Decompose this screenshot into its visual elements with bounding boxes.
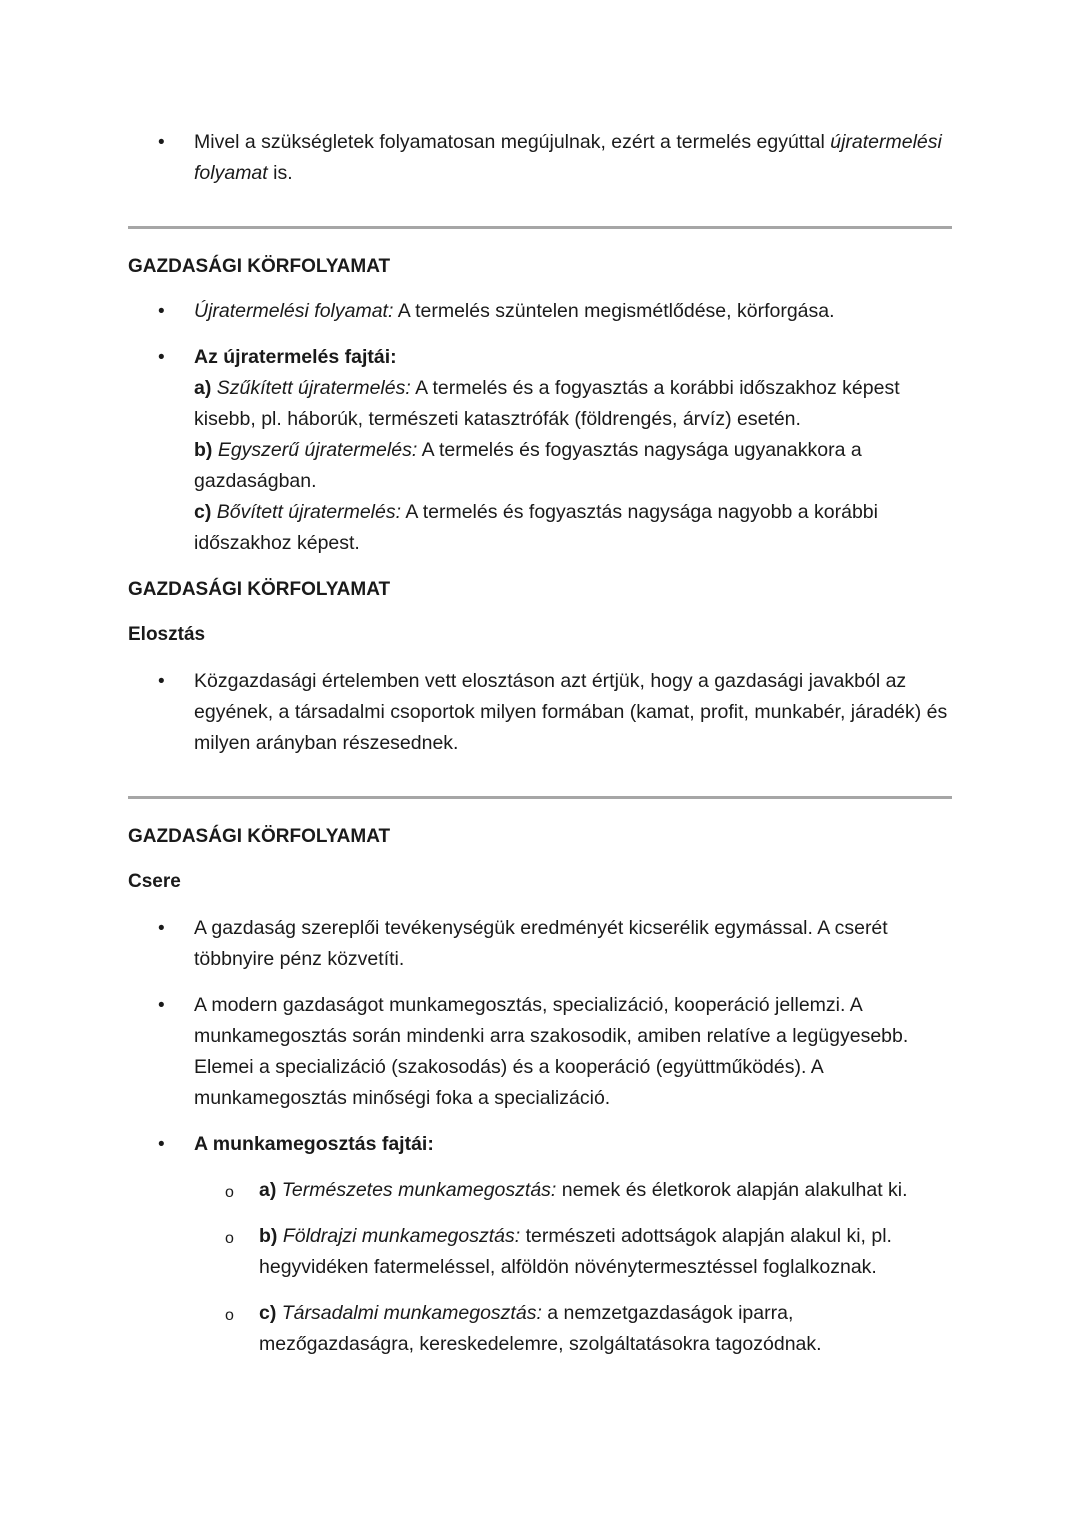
item-text: nemek és életkorok alapján alakulhat ki. [556, 1179, 908, 1201]
section-heading: GAZDASÁGI KÖRFOLYAMAT [128, 826, 391, 847]
item-text: A modern gazdaságot munkamegosztás, specializáció, kooperáció jellemzi. A munkamegosztás során mindenki arra szakosodik, amiben relatíve a legügyesebb. Elemei a specializáció (szakosodás) és a kooperáció (együttműködés). A munkamegosztás minőségi foka a specializáció. [194, 994, 909, 1109]
section1-list [128, 296, 952, 559]
list-item [128, 342, 952, 559]
item-text: Mivel a szükségletek folyamatosan megújulnak, ezért a termelés egyúttal [194, 131, 831, 153]
document-page [128, 127, 952, 1360]
item-italic: Újratermelési folyamat: [194, 300, 394, 322]
item-text: Közgazdasági értelemben vett elosztáson azt értjük, hogy a gazdasági javakból az egyének, a társadalmi csoportok milyen formában (kamat, profit, munkabér, járadék) és milyen arányban részesednek. [194, 670, 948, 754]
item-text: A termelés és fogyasztás nagysága nagyobb a korábbi időszakhoz képest. [194, 501, 878, 554]
item-letter: a) [259, 1179, 277, 1201]
item-text: is. [267, 162, 293, 184]
section-subheading: Elosztás [128, 624, 206, 645]
section2-list [128, 666, 952, 759]
list-item [128, 127, 952, 189]
item-title: A munkamegosztás fajtái: [194, 1133, 434, 1155]
item-title: Az újratermelés fajtái: [194, 346, 397, 368]
list-item [128, 296, 952, 327]
list-item [128, 666, 952, 759]
item-letter: b) [194, 439, 213, 461]
section-heading: GAZDASÁGI KÖRFOLYAMAT [128, 256, 391, 277]
sub-list-item [128, 1221, 952, 1283]
item-text: A termelés és fogyasztás nagysága ugyanakkora a gazdaságban. [194, 439, 862, 492]
item-letter: a) [194, 377, 212, 399]
item-letter: b) [259, 1225, 278, 1247]
item-text: A termelés és a fogyasztás a korábbi időszakhoz képest kisebb, pl. háborúk, természeti katasztrófák (földrengés, árvíz) esetén. [194, 377, 900, 430]
section3-sublist [128, 1175, 952, 1360]
item-text: természeti adottságok alapján alakul ki, pl. hegyvidéken fatermeléssel, alföldön növénytermesztéssel foglalkoznak. [259, 1225, 892, 1278]
section3-list [128, 913, 952, 1160]
item-letter: c) [194, 501, 212, 523]
item-italic: Társadalmi munkamegosztás: [281, 1302, 542, 1324]
item-italic: újratermelési folyamat [194, 131, 942, 184]
intro-list [128, 127, 952, 189]
item-italic: Természetes munkamegosztás: [281, 1179, 557, 1201]
item-italic: Egyszerű újratermelés: [217, 439, 418, 461]
item-text: A gazdaság szereplői tevékenységük eredményét kicserélik egymással. A cserét többnyire pénz közvetíti. [194, 917, 888, 970]
list-item [128, 990, 952, 1114]
item-italic: Szűkített újratermelés: [216, 377, 411, 399]
item-text: A termelés szüntelen megismétlődése, körforgása. [393, 300, 835, 322]
sub-list-item [128, 1298, 952, 1360]
item-italic: Bővített újratermelés: [216, 501, 402, 523]
list-item [128, 1129, 952, 1160]
list-item [128, 913, 952, 975]
item-letter: c) [259, 1302, 277, 1324]
item-italic: Földrajzi munkamegosztás: [282, 1225, 521, 1247]
section-subheading: Csere [128, 871, 181, 892]
section-heading: GAZDASÁGI KÖRFOLYAMAT [128, 579, 391, 600]
item-text: a nemzetgazdaságok iparra, mezőgazdaságra, kereskedelemre, szolgáltatásokra tagozódnak. [259, 1302, 822, 1355]
sub-list-item [128, 1175, 952, 1206]
